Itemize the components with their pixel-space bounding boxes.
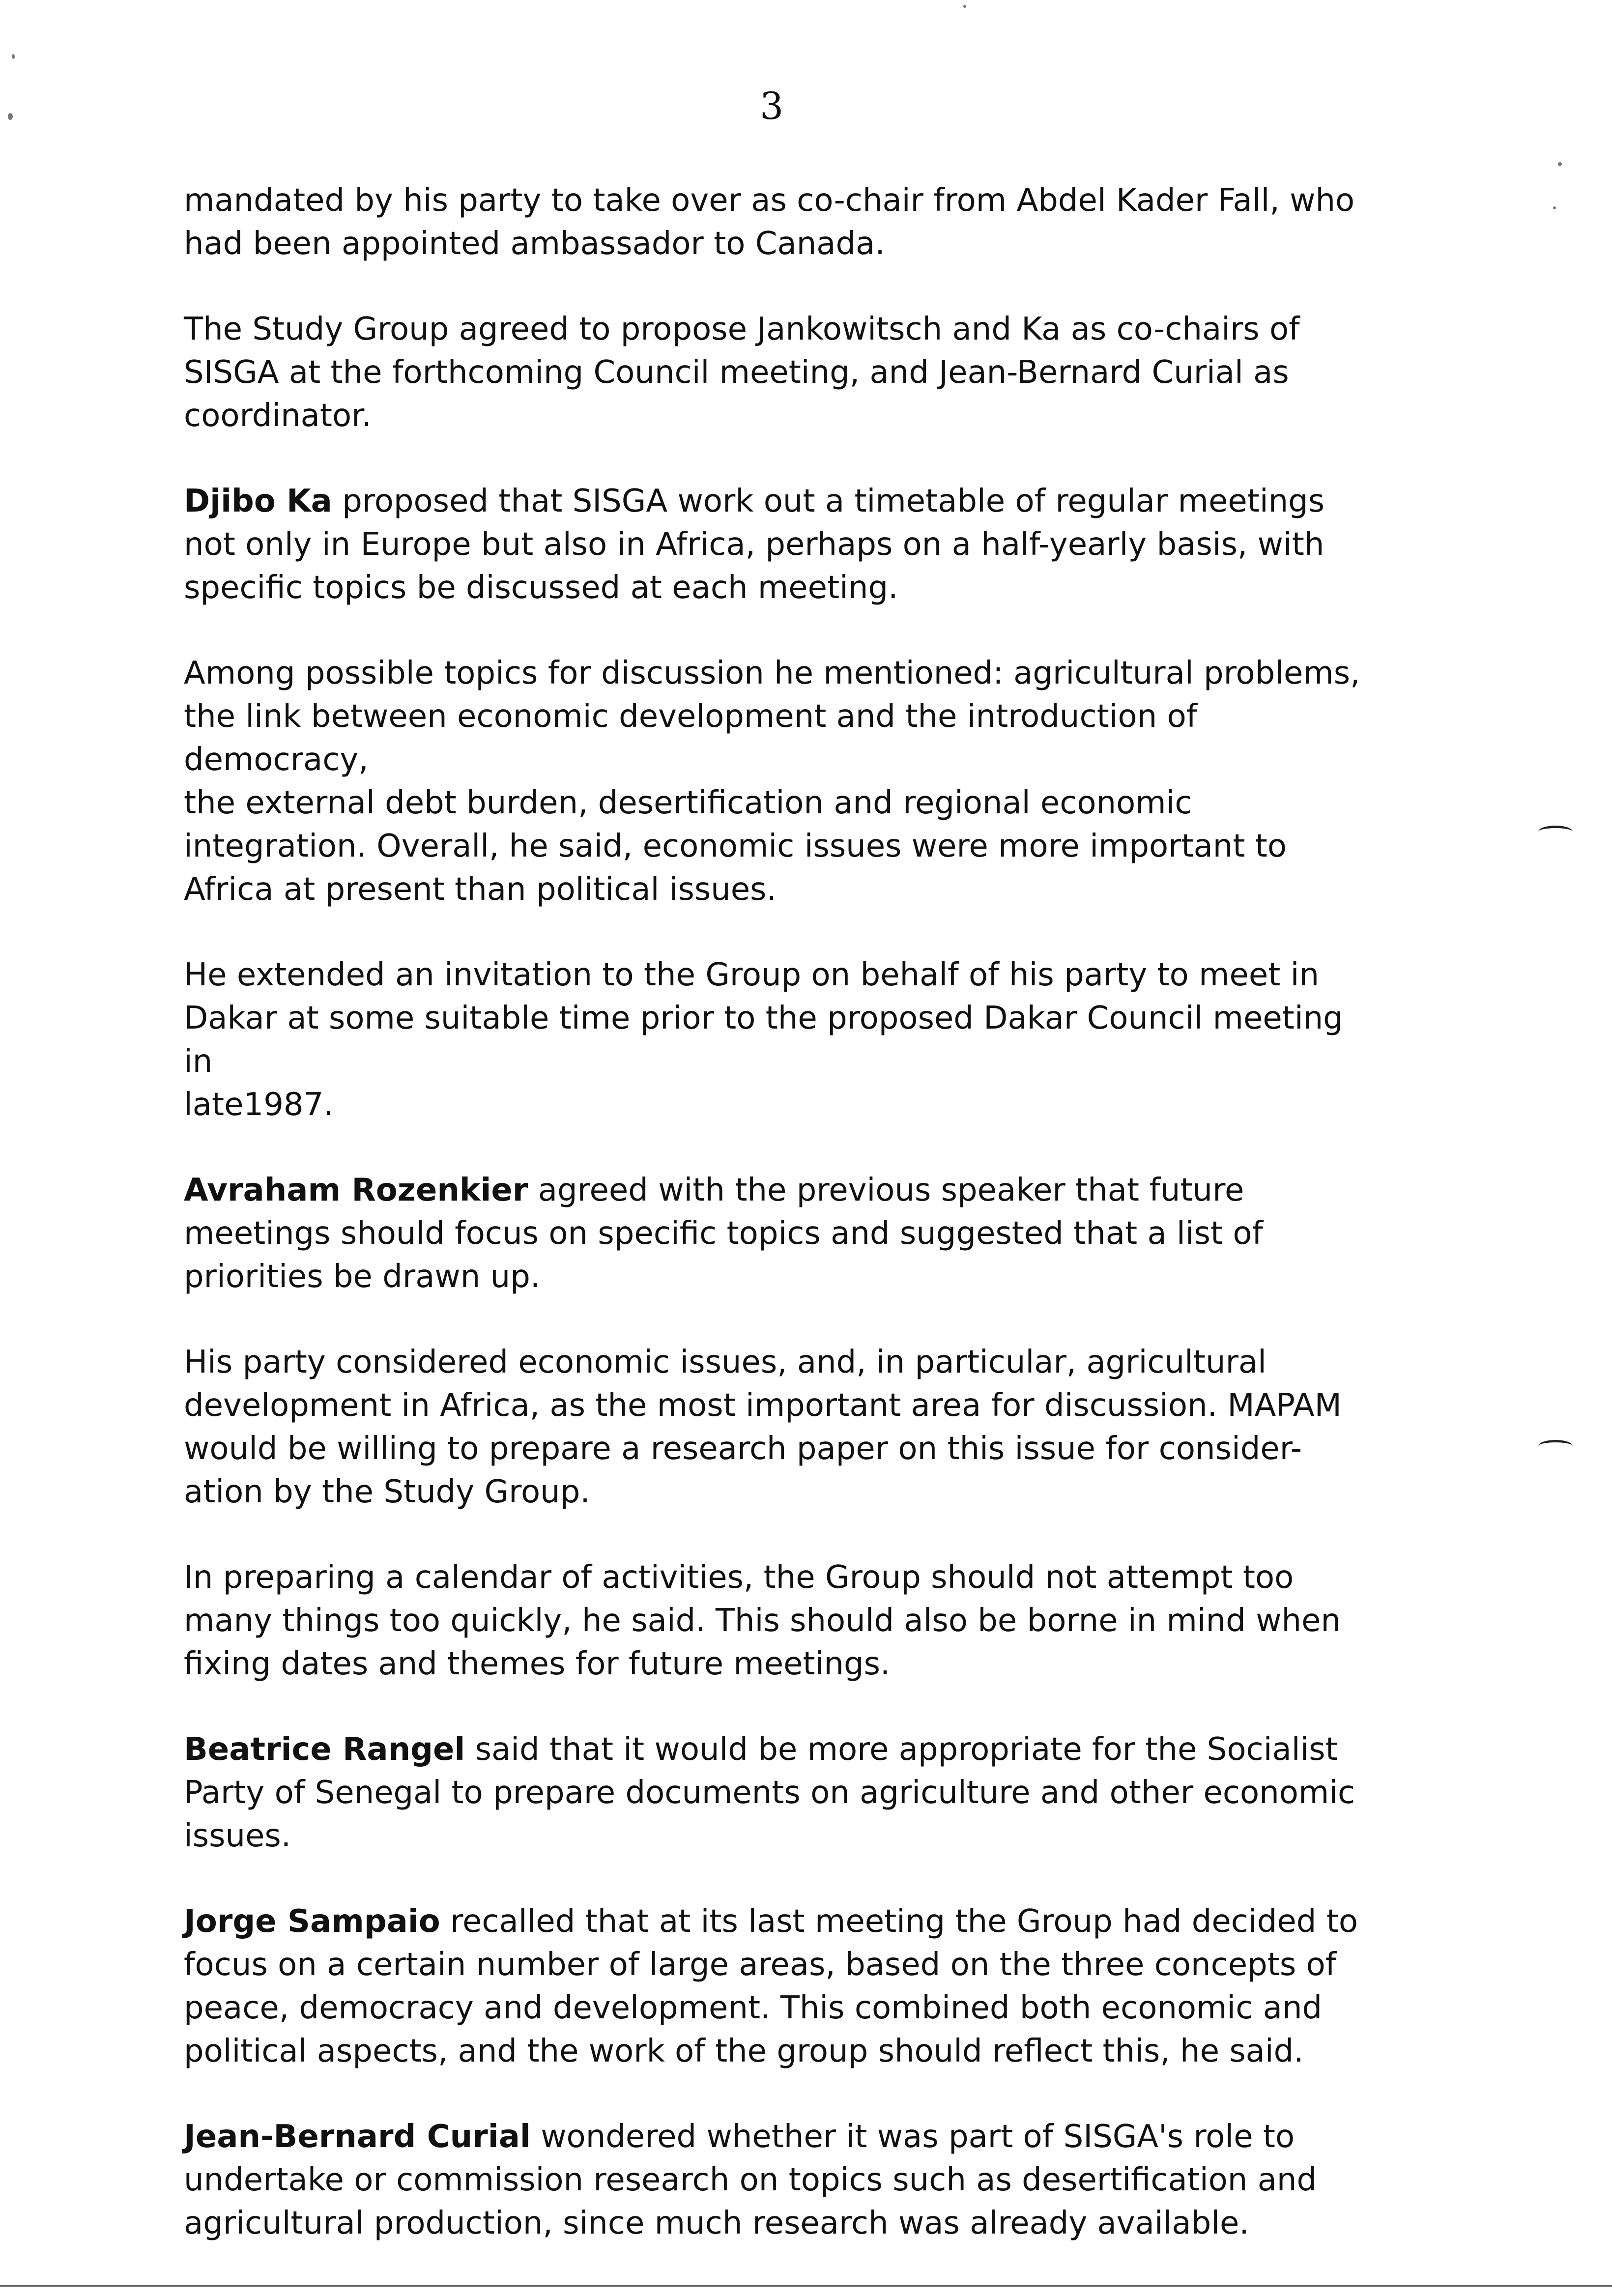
document-body <box>184 179 1373 2287</box>
paragraph-text: He extended an invitation to the Group on behalf of his party to meet in Dakar at some suitable time prior to the proposed Dakar Council meeting in late1987. <box>184 957 1343 1123</box>
page-number: 3 <box>760 84 784 128</box>
paragraph-text: proposed that SISGA work out a timetable of regular meetings not only in Europe but also in Africa, perhaps on a half-yearly basis, with specific topics be discussed at each meeting. <box>184 483 1325 606</box>
paragraph <box>184 652 1373 911</box>
speaker-name: Avraham Rozenkier <box>184 1172 528 1208</box>
paragraph-text: agreed with the previous speaker that future meetings should focus on specific topics and suggested that a list of priorities be drawn up. <box>184 1172 1264 1295</box>
paragraph <box>184 1728 1373 1858</box>
paragraph-text: mandated by his party to take over as co-chair from Abdel Kader Fall, who had been appointed ambassador to Canada. <box>184 182 1355 262</box>
scan-speck <box>1553 206 1556 209</box>
paragraph <box>184 953 1373 1126</box>
paragraph-text: wondered whether it was part of SISGA's role to undertake or commission research on topics such as desertification and agricultural production, since much research was already available. <box>184 2119 1317 2241</box>
paragraph <box>184 480 1373 609</box>
paragraph <box>184 308 1373 437</box>
speaker-name: Jean-Bernard Curial <box>184 2119 531 2155</box>
paragraph <box>184 1169 1373 1298</box>
margin-bracket-mark <box>1538 1440 1573 1452</box>
paragraph-text: The Study Group agreed to propose Jankowitsch and Ka as co-chairs of SISGA at the forthcoming Council meeting, and Jean-Bernard Curial as coordinator. <box>184 311 1300 434</box>
speaker-name: Jorge Sampaio <box>184 1903 440 1940</box>
scan-speck <box>1558 162 1562 166</box>
paragraph <box>184 1900 1373 2073</box>
paragraph-text: In preparing a calendar of activities, the Group should not attempt too many things too quickly, he said. This should also be borne in mind when fixing dates and themes for future meetings. <box>184 1559 1341 1682</box>
speaker-name: Djibo Ka <box>184 483 332 519</box>
paragraph <box>184 179 1373 265</box>
paragraph <box>184 1341 1373 1514</box>
paragraph <box>184 2115 1373 2245</box>
paragraph-text: said that it would be more appropriate for the Socialist Party of Senegal to prepare documents on agriculture and other economic issues. <box>184 1731 1355 1854</box>
bottom-rule <box>0 2285 1612 2287</box>
speaker-name: Beatrice Rangel <box>184 1731 465 1768</box>
scan-speck <box>12 54 15 59</box>
paragraph-text: Among possible topics for discussion he mentioned: agricultural problems, the link between economic development and the introduction of democracy, the external debt burden, desertification and regional economic integration. Overall, he said, economic issues were more important to Africa at present than political issues. <box>184 655 1360 908</box>
paragraph-text: His party considered economic issues, and, in particular, agricultural development in Africa, as the most important area for discussion. MAPAM would be willing to prepare a research paper on this issue for consider- ation by the Study Group. <box>184 1344 1342 1510</box>
scan-speck <box>963 5 966 8</box>
margin-bracket-mark <box>1538 826 1573 838</box>
paragraph-text: recalled that at its last meeting the Group had decided to focus on a certain number of large areas, based on the three concepts of peace, democracy and development. This combined both economic and political aspects, and the work of the group should reflect this, he said. <box>184 1903 1358 2069</box>
paragraph <box>184 1556 1373 1686</box>
scan-speck <box>8 113 13 120</box>
